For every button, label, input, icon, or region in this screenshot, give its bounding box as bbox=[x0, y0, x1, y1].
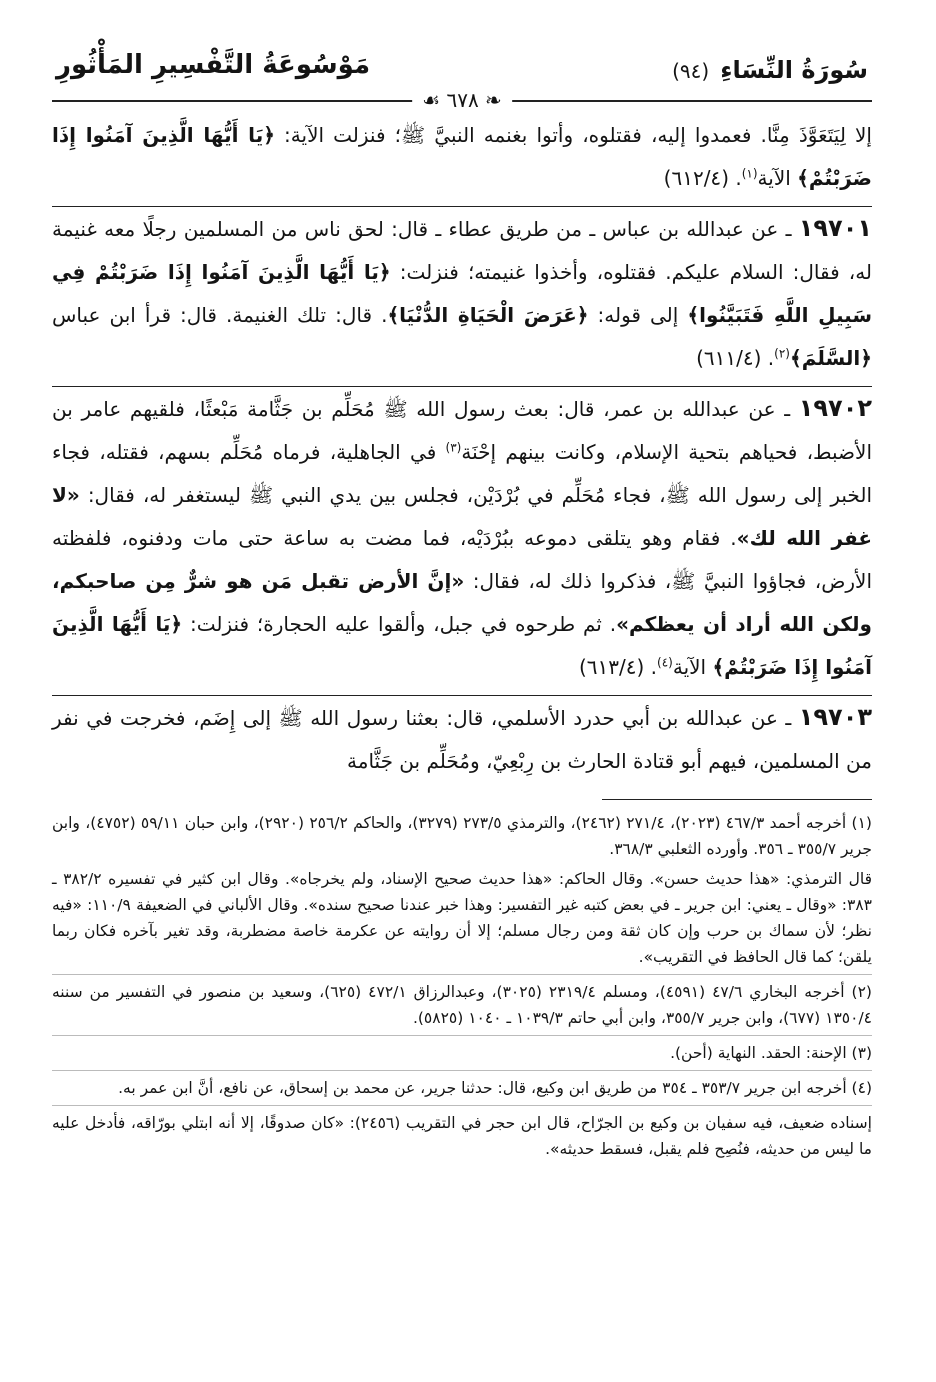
text: . قال: تلك الغنيمة. قال: قرأ ابن عباس bbox=[52, 303, 388, 327]
footnote-4-comment: إسناده ضعيف، فيه سفيان بن وكيع بن الجرّاح، قال ابن حجر في التقريب (٢٤٥٦): «كان صدوقًا، إلا أنه ابتلي بورّاقه، فأدخل عليه ما ليس من حديثه، فنُصِح فلم يقبل، فسقط حديثه». bbox=[52, 1114, 872, 1158]
footnote-1-comment: قال الترمذي: «هذا حديث حسن». وقال الحاكم: «هذا حديث صحيح الإسناد، ولم يخرجاه». وقال ابن كثير في تفسيره ٣٨٢/٢ ـ ٣٨٣: «وقال ـ يعني: ابن جرير ـ في بعض كتبه غير التفسير: وهذا خبر عندنا صحيح سنده». وقال الألباني في الضعيفة ١١٠/٩: «فيه نظر؛ لأن سماك بن حرب وإن كان ثقة ومن رجال مسلم؛ إلا أن روايته عن عكرمة خاصة مضطربة، وقد تغير بآخره فكان ربما يلقن؛ كما قال الحافظ في التقريب». bbox=[52, 870, 873, 966]
footnote-divider bbox=[52, 974, 872, 975]
footnote-2: (٢) أخرجه البخاري ٤٧/٦ (٤٥٩١)، ومسلم ٢٣١٩/٤ (٣٠٢٥)، وعبدالرزاق ٤٧٢/١ (٦٢٥)، وسعيد بن منصور في التفسير من سننه ١٣٥٠/٤ (٦٧٧)، وابن جرير ٣٥٥/٧، وابن أبي حاتم ١٠٣٩/٣ ـ ١٠٤٠ (٥٨٢٥). bbox=[52, 983, 872, 1027]
footnote-divider bbox=[52, 1035, 872, 1036]
quran-quote: ﴿السَّلَمَ﴾ bbox=[789, 346, 872, 370]
text: الآية bbox=[672, 655, 713, 679]
surah-name: سُورَةُ النِّسَاءِ bbox=[720, 56, 868, 84]
running-header bbox=[52, 44, 872, 114]
paragraph-continuation bbox=[52, 114, 872, 206]
text: الآية bbox=[757, 166, 798, 190]
footnote-divider bbox=[52, 1070, 872, 1071]
entry-19702 bbox=[52, 387, 872, 695]
text: ـ عن عبدالله بن أبي حدرد الأسلمي، قال: بعثنا رسول الله ﷺ إلى إِضَم، فخرجت في نفر من المسلمين، فيهم أبو قتادة الحارث بن رِبْعِيّ، ومُحَلِّم بن جَثَّامة bbox=[52, 706, 872, 773]
footnote-1: (١) أخرجه أحمد ٤٦٧/٣ (٢٠٢٣)، ٢٧١/٤ (٢٤٦٢)، والترمذي ٢٧٣/٥ (٣٢٧٩)، والحاكم ٢٥٦/٢ (٢٩٢٠)، وابن حبان ٥٩/١١ (٤٧٥٢)، وابن جرير ٣٥٥/٧ ـ ٣٥٦. وأورده الثعلبي ٣٦٨/٣. bbox=[52, 814, 872, 858]
hadith-quote: «لا غفر الله لك» bbox=[52, 483, 873, 550]
footnote-ref: (٣) bbox=[445, 440, 462, 455]
page-number-text: ٦٧٨ bbox=[446, 88, 479, 112]
text: إلا لِيَتَعَوَّذَ مِنَّا. فعمدوا إليه، فقتلوه، وأتوا بغنمه النبيَّ ﷺ؛ فنزلت الآية: bbox=[274, 123, 872, 147]
footnote-ref: (٤) bbox=[657, 655, 673, 670]
page bbox=[52, 44, 872, 1362]
entry-number: ١٩٧٠١ bbox=[798, 214, 872, 242]
hadith-quote: «إنَّ الأرض تقبل مَن هو شرٌّ مِن صاحبكم، ولكن الله أراد أن يعظكم» bbox=[52, 569, 872, 636]
text: . ثم طرحوه في جبل، وألقوا عليه الحجارة؛ فنزلت: bbox=[182, 612, 617, 636]
quran-quote: ﴿عَرَضَ الْحَيَاةِ الدُّنْيَا﴾ bbox=[387, 303, 589, 327]
footnote-rule bbox=[602, 799, 872, 800]
entry-number: ١٩٧٠٣ bbox=[798, 703, 872, 731]
footnote-ref: (١) bbox=[741, 166, 758, 181]
quran-quote: ﴿يَا أَيُّهَا الَّذِينَ آمَنُوا إِذَا ضَرَبْتُمْ فِي سَبِيلِ اللَّهِ فَتَبَيَّنُوا﴾ bbox=[52, 260, 873, 327]
source-ref: . (٦١٣/٤) bbox=[578, 655, 658, 679]
ornament-left: ☙ bbox=[422, 88, 447, 112]
ornament-right: ❧ bbox=[478, 88, 502, 112]
page-number bbox=[412, 88, 512, 112]
text: إلى قوله: bbox=[588, 303, 688, 327]
verse-ref: (٩٤) bbox=[672, 59, 710, 83]
quran-quote: ﴿يَا أَيُّهَا الَّذِينَ آمَنُوا إِذَا ضَرَبْتُمْ﴾ bbox=[52, 612, 872, 679]
book-title: مَوْسُوعَةُ التَّفْسِيرِ المَأْثُورِ bbox=[56, 50, 371, 80]
quran-quote: ﴿يَا أَيُّهَا الَّذِينَ آمَنُوا إِذَا ضَرَبْتُمْ﴾ bbox=[52, 123, 872, 190]
footnote-3: (٣) الإحنة: الحقد. النهاية (أحن). bbox=[670, 1044, 872, 1062]
header-surah-ref bbox=[672, 56, 868, 84]
text: . فقام وهو يتلقى دموعه ببُرْدَيْه، فما مضت به ساعة حتى مات ودفنوه، فلفظته الأرض، فجاؤوا النبيَّ ﷺ، فذكروا ذلك له، فقال: bbox=[52, 526, 873, 593]
entry-19701 bbox=[52, 207, 872, 386]
footnote-divider bbox=[52, 1105, 872, 1106]
source-ref: . (٦١١/٤) bbox=[696, 346, 775, 370]
source-ref: . (٦١٢/٤) bbox=[663, 166, 742, 190]
footnote-ref: (٢) bbox=[774, 346, 790, 361]
text: ـ عن عبدالله بن عباس ـ من طريق عطاء ـ قال: لحق ناس من المسلمين رجلًا معه غنيمة له، فقال: السلام عليكم. فقتلوه، وأخذوا غنيمته؛ فنزلت: bbox=[52, 217, 873, 284]
entry-number: ١٩٧٠٢ bbox=[798, 394, 872, 422]
footnotes bbox=[52, 810, 872, 1162]
text: ـ عن عبدالله بن عمر، قال: بعث رسول الله ﷺ مُحَلِّم بن جَثَّامة مَبْعثًا، فلقيهم عامر بن الأضبط، فحياهم بتحية الإسلام، وكانت بينهم إحْنَة bbox=[52, 397, 872, 464]
footnote-4: (٤) أخرجه ابن جرير ٣٥٣/٧ ـ ٣٥٤ من طريق ابن وكيع، قال: حدثنا جرير، عن محمد بن إسحاق، عن نافع، أنَّ ابن عمر به. bbox=[118, 1079, 872, 1097]
text: في الجاهلية، فرماه مُحَلِّم بسهم، فقتله، فجاء الخبر إلى رسول الله ﷺ، فجاء مُحَلِّم في بُرْدَيْن، فجلس بين يدي النبي ﷺ ليستغفر له، فقال: bbox=[52, 440, 872, 507]
main-text bbox=[52, 114, 872, 789]
entry-19703 bbox=[52, 696, 872, 789]
